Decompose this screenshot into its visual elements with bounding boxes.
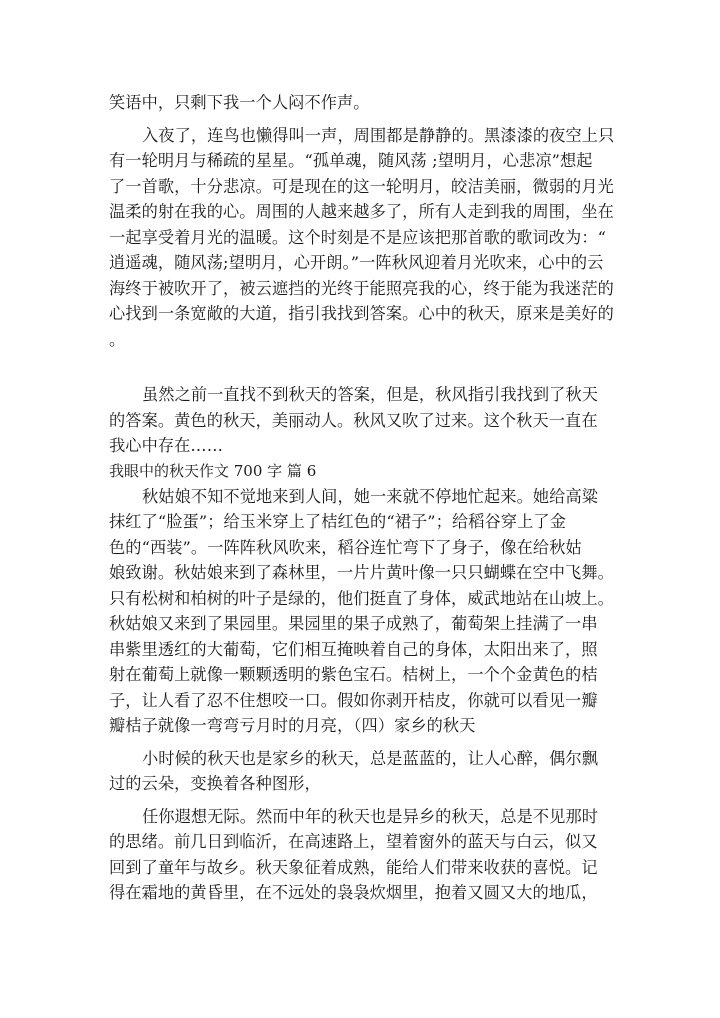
text-line: 海终于被吹开了，被云遮挡的光终于能照亮我的心，终于能为我迷茫的 xyxy=(109,278,614,298)
text-line: 一起享受着月光的温暖。这个时刻是不是应该把那首歌的歌词改为：“ xyxy=(109,227,606,247)
paragraph-3 xyxy=(109,382,615,459)
text-line: 的思绪。前几日到临沂，在高速路上，望着窗外的蓝天与白云，似又 xyxy=(109,832,598,851)
text-line: 串紫里透红的大葡萄，它们相互掩映着自己的身体，太阳出来了，照 xyxy=(109,639,598,659)
text-line: 温柔的射在我的心。周围的人越来越多了，所有人走到我的周围，坐在 xyxy=(109,202,614,221)
text-line: 有一轮明月与稀疏的星星。“孤单魂，随风荡 ;望明月，心悲凉”想起 xyxy=(109,151,593,170)
text-line: 入夜了，连鸟也懒得叫一声，周围都是静静的。黑漆漆的夜空上只 xyxy=(142,125,615,145)
text-line: 射在葡萄上就像一颗颗透明的紫色宝石。桔树上，一个个金黄色的桔 xyxy=(109,665,598,684)
text-line: 回到了童年与故乡。秋天象征着成熟，能给人们带来收获的喜悦。记 xyxy=(109,857,598,877)
paragraph-2 xyxy=(109,123,615,353)
text-line: 小时候的秋天也是家乡的秋天，总是蓝蓝的，让人心醉，偶尔飘 xyxy=(142,748,599,768)
text-line: 笑语中，只剩下我一个人闷不作声。 xyxy=(109,93,370,112)
paragraph-1 xyxy=(109,90,615,116)
text-line: 心找到一条宽敞的大道，指引我找到答案。心中的秋天，原来是美好的 xyxy=(109,304,614,323)
text-line: 色的“西装”。一阵阵秋风吹来，稻谷连忙弯下了身子，像在给秋姑 xyxy=(109,537,582,557)
paragraph-4 xyxy=(109,484,615,739)
text-line: 只有松树和柏树的叶子是绿的，他们挺直了身体，威武地站在山坡上。 xyxy=(109,588,614,608)
text-line: 娘致谢。秋姑娘来到了森林里，一片片黄叶像一只只蝴蝶在空中飞舞。 xyxy=(109,563,614,582)
text-line: 逍遥魂，随风荡;望明月，心开朗。”一阵秋风迎着月光吹来，心中的云 xyxy=(109,253,604,272)
text-line: 过的云朵，变换着各种图形， xyxy=(109,774,321,793)
text-line: 子，让人看了忍不住想咬一口。假如你剥开桔皮，你就可以看见一瓣 xyxy=(109,690,598,710)
text-line: 任你遐想无际。然而中年的秋天也是异乡的秋天，总是不见那时 xyxy=(142,806,599,826)
text-line: 。 xyxy=(109,329,126,349)
document-page xyxy=(109,90,615,906)
text-line: 了一首歌，十分悲凉。可是现在的这一轮明月，皎洁美丽，微弱的月光 xyxy=(109,176,614,196)
paragraph-5 xyxy=(109,746,615,797)
paragraph-6 xyxy=(109,804,615,906)
text-line: 我心中存在…… xyxy=(109,436,224,455)
text-line: 虽然之前一直找不到秋天的答案，但是，秋风指引我找到了秋天 xyxy=(142,385,599,404)
text-line: 秋姑娘不知不觉地来到人间，她一来就不停地忙起来。她给高粱 xyxy=(142,486,599,506)
text-line: 的答案。黄色的秋天，美丽动人。秋风又吹了过来。这个秋天一直在 xyxy=(109,410,598,430)
text-line: 瓣桔子就像一弯弯亏月时的月亮，（四）家乡的秋天 xyxy=(109,716,476,735)
text-line: 秋姑娘又来到了果园里。果园里的果子成熟了，葡萄架上挂满了一串 xyxy=(109,614,598,633)
section-heading: 我眼中的秋天作文 700 字 篇 6 xyxy=(109,461,317,480)
text-line: 抹红了“脸蛋”；给玉米穿上了桔红色的“裙子”；给稻谷穿上了金 xyxy=(109,512,566,531)
text-line: 得在霜地的黄昏里，在不远处的袅袅炊烟里，抱着又圆又大的地瓜， xyxy=(109,883,598,902)
